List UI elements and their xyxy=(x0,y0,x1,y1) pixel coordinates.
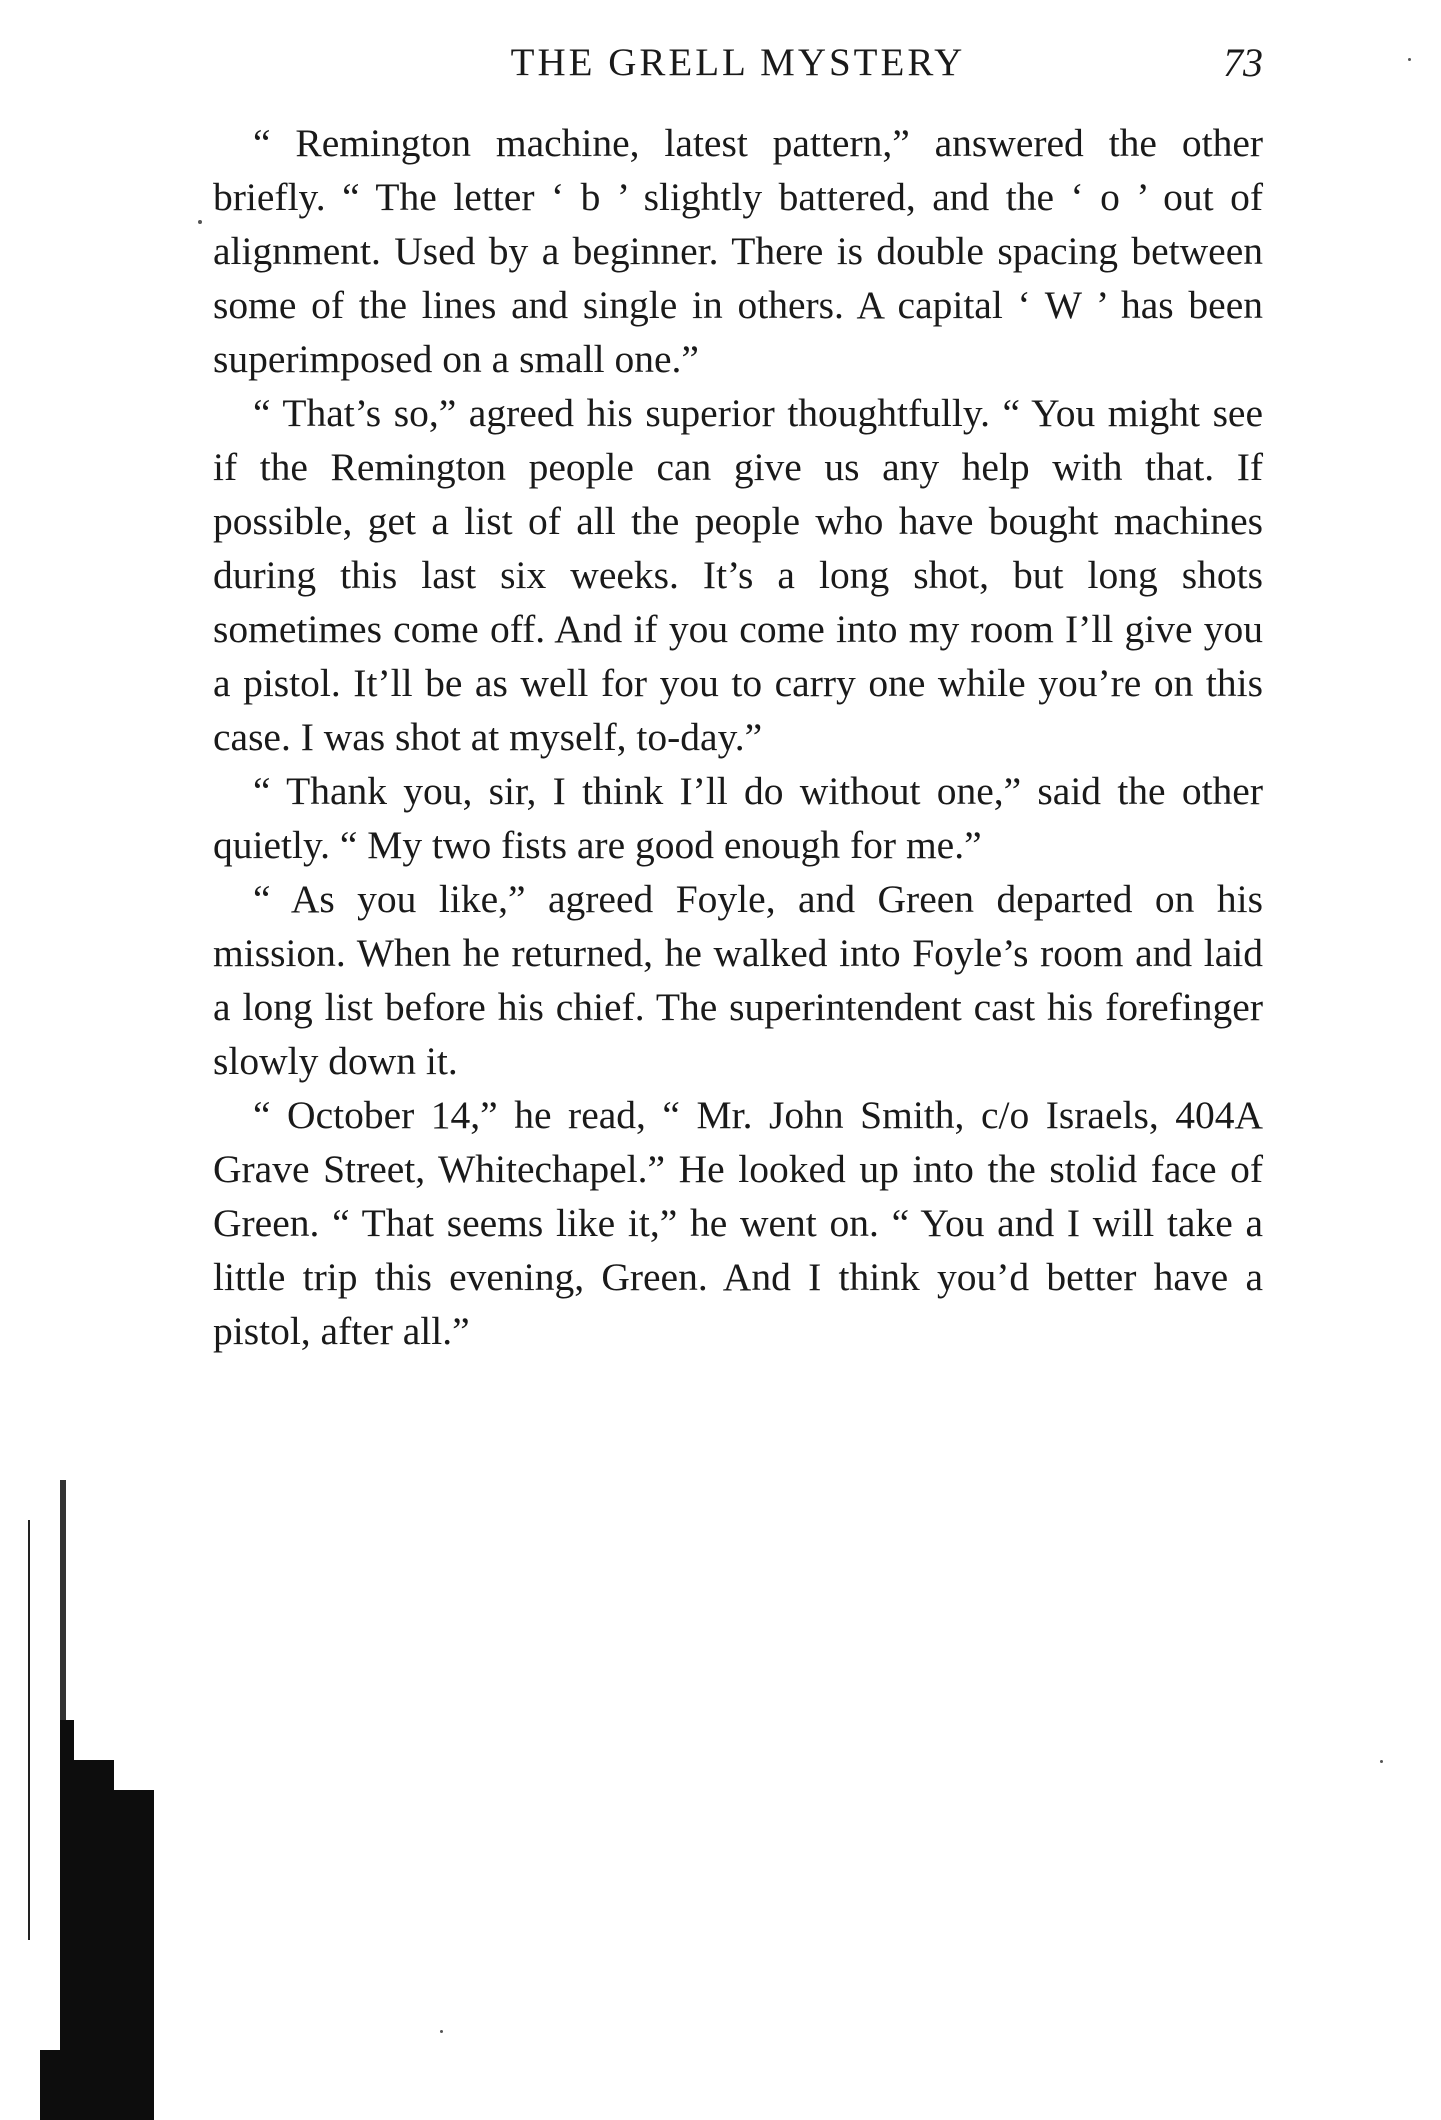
paragraph: “ As you like,” agreed Foyle, and Green departed on his mission. When he returned, he walked into Foyle’s room and laid a long list before his chief. The superintendent cast his forefinger slowly down it. xyxy=(213,877,1263,1083)
gutter-shadow xyxy=(40,2050,80,2120)
paragraph: “ October 14,” he read, “ Mr. John Smith, c/o Israels, 404A Grave Street, Whitechapel.” He looked up into the stolid face of Green. “ That seems like it,” he went on. “ You and I will take a little trip this evening, Green. And I think you’d better have a pistol, after all.” xyxy=(213,1093,1263,1353)
gutter-shadow xyxy=(114,1790,154,2120)
gutter-shadow xyxy=(60,1480,66,1720)
scan-speck xyxy=(198,220,202,224)
running-head xyxy=(213,38,1263,88)
body-text xyxy=(213,116,1263,1358)
page-number: 73 xyxy=(1223,40,1263,85)
scan-speck xyxy=(440,2030,443,2033)
paragraph: “ That’s so,” agreed his superior thoughtfully. “ You might see if the Remington people can give us any help with that. If possible, get a list of all the people who have bought machines during this last six weeks. It’s a long shot, but long shots sometimes come off. And if you come into my room I’ll give you a pistol. It’ll be as well for you to carry one while you’re on this case. I was shot at myself, to-day.” xyxy=(213,391,1263,759)
running-title: THE GRELL MYSTERY xyxy=(510,41,966,84)
scan-edge-line xyxy=(28,1520,30,1940)
scan-speck xyxy=(1408,58,1411,61)
scan-speck xyxy=(1380,1760,1383,1763)
paragraph: “ Remington machine, latest pattern,” answered the other briefly. “ The letter ‘ b ’ slightly battered, and the ‘ o ’ out of alignment. Used by a beginner. There is double spacing between some of the lines and single in others. A capital ‘ W ’ has been superimposed on a small one.” xyxy=(213,121,1263,381)
gutter-shadow xyxy=(74,1760,114,2120)
paragraph: “ Thank you, sir, I think I’ll do without one,” said the other quietly. “ My two fists are good enough for me.” xyxy=(213,769,1263,867)
